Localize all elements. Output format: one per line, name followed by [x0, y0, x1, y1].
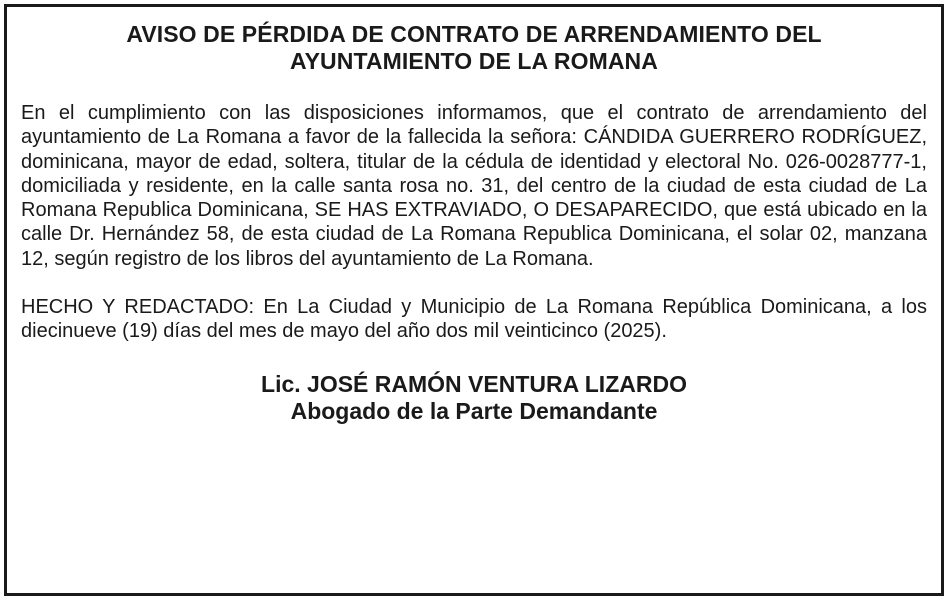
signature-role: Abogado de la Parte Demandante: [290, 397, 658, 424]
signature-block: [21, 371, 927, 425]
notice-title-line-1: AVISO DE PÉRDIDA DE CONTRATO DE ARRENDAMIENTO DEL: [126, 21, 822, 47]
notice-title-line-2: AYUNTAMIENTO DE LA ROMANA: [290, 48, 658, 74]
notice-title: [21, 21, 927, 75]
notice-paragraph-loss-declaration: En el cumplimiento con las disposiciones informamos, que el contrato de arrendamiento del ayuntamiento de La Romana a favor de la fallecida la señora: CÁNDIDA GUERRERO RODRÍGUEZ, dominicana, mayor de edad, soltera, titular de la cédula de identidad y electoral No. 026-0028777-1, domiciliada y residente, en la calle santa rosa no. 31, del centro de la ciudad de esta ciudad de La Romana Republica Dominicana, SE HAS EXTRAVIADO, O DESAPARECIDO, que está ubicado en la calle Dr. Hernández 58, de esta ciudad de La Romana Republica Dominicana, el solar 02, manzana 12, según registro de los libros del ayuntamiento de La Romana.: [21, 102, 927, 270]
notice-paragraph-made-and-drafted: HECHO Y REDACTADO: En La Ciudad y Municipio de La Romana República Dominicana, a los diecinueve (19) días del mes de mayo del año dos mil veinticinco (2025).: [21, 296, 927, 343]
notice-body: [21, 101, 927, 344]
signature-name: Lic. JOSÉ RAMÓN VENTURA LIZARDO: [261, 370, 687, 397]
notice-frame: [4, 4, 944, 596]
